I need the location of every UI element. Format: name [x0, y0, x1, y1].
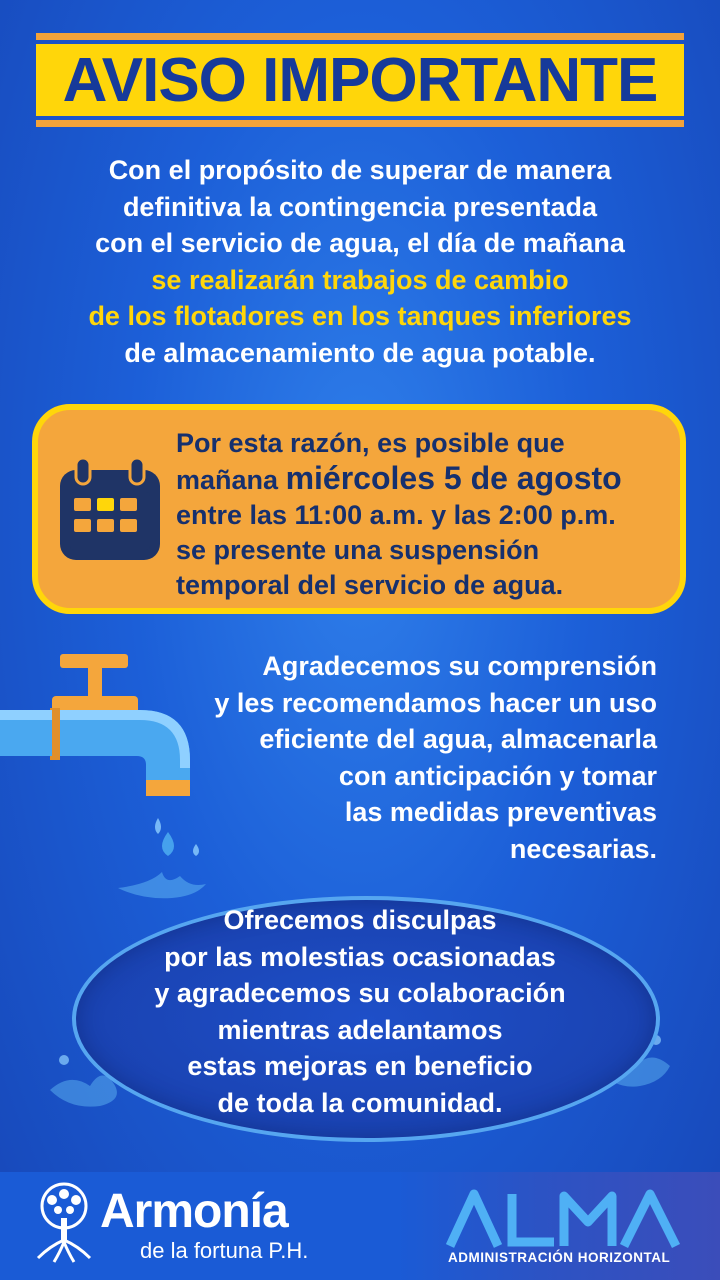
brand-name: Armonía: [100, 1185, 288, 1238]
info-line-time: entre las 11:00 a.m. y las 2:00 p.m.: [176, 500, 616, 530]
header-banner: [36, 33, 684, 127]
intro-highlight-line: se realizarán trabajos de cambio: [151, 264, 569, 295]
intro-line: definitiva la contingencia presentada: [122, 191, 598, 222]
tree-logo-icon: [30, 1182, 98, 1264]
info-line: Por esta razón, es posible que: [176, 428, 565, 458]
brand-subtitle: de la fortuna P.H.: [140, 1238, 309, 1263]
reco-line: eficiente del agua, almacenarla: [259, 724, 657, 754]
reco-line: Agradecemos su comprensión: [262, 651, 657, 681]
intro-line: con el servicio de agua, el día de mañana: [95, 228, 625, 258]
reco-line: necesarias.: [509, 833, 657, 864]
intro-line: de almacenamiento de agua potable.: [124, 337, 596, 368]
footer-bar: [0, 1172, 720, 1280]
info-line: se presente una suspensión: [176, 535, 540, 565]
apology-paragraph: [70, 902, 650, 1121]
intro-paragraph: [30, 152, 690, 371]
header-box: [36, 44, 684, 116]
reco-line: con anticipación y tomar: [338, 760, 657, 791]
recommendation-paragraph: [160, 648, 657, 867]
info-date: miércoles 5 de agosto: [285, 460, 622, 496]
info-line-date: [176, 461, 676, 498]
reco-line: y les recomendamos hacer un uso: [214, 687, 657, 718]
info-line: temporal del servicio de agua.: [176, 570, 564, 600]
apology-line: estas mejoras en beneficio: [187, 1051, 533, 1081]
apology-line: de toda la comunidad.: [217, 1087, 503, 1118]
alma-logo: [446, 1186, 682, 1256]
calendar-icon: [54, 454, 166, 566]
alma-subtitle: ADMINISTRACIÓN HORIZONTAL: [448, 1250, 671, 1265]
apology-line: Ofrecemos disculpas: [223, 905, 497, 935]
apology-line: y agradecemos su colaboración: [154, 978, 566, 1008]
page-title: AVISO IMPORTANTE: [62, 45, 658, 115]
header-line-bottom: [36, 120, 684, 127]
schedule-info-text: [176, 426, 676, 603]
intro-highlight-line: de los flotadores en los tanques inferiores: [88, 301, 632, 331]
intro-line: Con el propósito de superar de manera: [108, 155, 612, 185]
apology-line: por las molestias ocasionadas: [164, 941, 556, 972]
schedule-info-box: [32, 404, 686, 614]
apology-line: mientras adelantamos: [217, 1014, 503, 1045]
reco-line: las medidas preventivas: [344, 797, 657, 827]
info-line-prefix: mañana: [176, 465, 279, 495]
header-line-top: [36, 33, 684, 40]
